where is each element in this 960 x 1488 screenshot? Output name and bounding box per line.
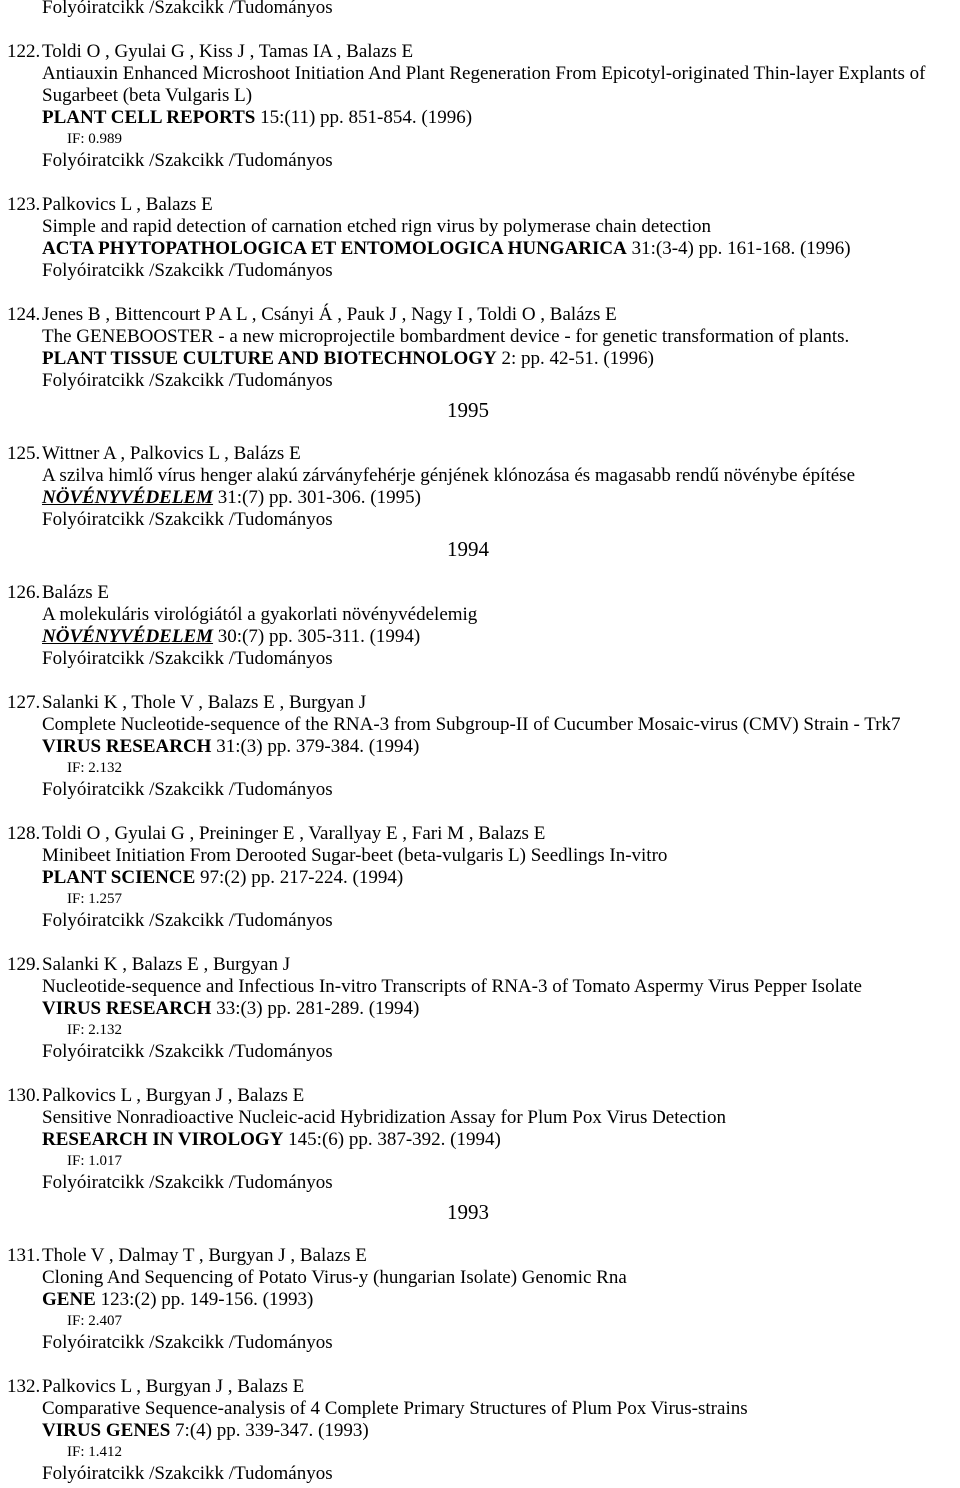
entry-title: Simple and rapid detection of carnation etched rign virus by polymerase chain detection — [42, 216, 711, 237]
entry-number: 130. — [7, 1085, 41, 1106]
citation-details: 2: pp. 42-51. (1996) — [501, 348, 654, 369]
entry-title: Cloning And Sequencing of Potato Virus-y (hungarian Isolate) Genomic Rna — [42, 1267, 627, 1288]
entry-title: Comparative Sequence-analysis of 4 Complete Primary Structures of Plum Pox Virus-strains — [42, 1398, 748, 1419]
year-heading: 1994 — [447, 537, 489, 561]
entry-authors: Palkovics L , Burgyan J , Balazs E — [42, 1376, 305, 1397]
journal-citation-line — [0, 998, 960, 1020]
journal-name: PLANT CELL REPORTS — [42, 107, 256, 128]
entry-number: 127. — [7, 692, 41, 713]
entry-number: 129. — [7, 954, 41, 975]
journal-citation-line — [0, 348, 960, 370]
journal-citation-line — [0, 487, 960, 509]
journal-name: NÖVÉNYVÉDELEM — [42, 487, 214, 508]
entry-header — [0, 1085, 960, 1107]
citation-details: 97:(2) pp. 217-224. (1994) — [200, 867, 404, 888]
publication-entry — [0, 443, 960, 531]
publication-entry — [0, 582, 960, 670]
entry-authors: Salanki K , Balazs E , Burgyan J — [42, 954, 291, 975]
citation-details: 33:(3) pp. 281-289. (1994) — [216, 998, 420, 1019]
entry-authors: Balázs E — [42, 582, 110, 603]
entry-number: 128. — [7, 823, 41, 844]
entry-header — [0, 823, 960, 845]
publication-type: Folyóiratcikk /Szakcikk /Tudományos — [42, 370, 333, 391]
entry-authors: Thole V , Dalmay T , Burgyan J , Balazs E — [42, 1245, 367, 1266]
publication-type: Folyóiratcikk /Szakcikk /Tudományos — [42, 1041, 333, 1062]
journal-name: NÖVÉNYVÉDELEM — [42, 626, 214, 647]
journal-name: VIRUS RESEARCH — [42, 998, 212, 1019]
journal-name: PLANT TISSUE CULTURE AND BIOTECHNOLOGY — [42, 348, 497, 369]
impact-factor: IF: 1.257 — [67, 891, 123, 907]
citation-details: 15:(11) pp. 851-854. (1996) — [260, 107, 473, 128]
journal-name: ACTA PHYTOPATHOLOGICA ET ENTOMOLOGICA HUNGARICA — [42, 238, 627, 259]
entry-header — [0, 692, 960, 714]
entry-title: Sensitive Nonradioactive Nucleic-acid Hybridization Assay for Plum Pox Virus Detection — [42, 1107, 726, 1128]
entry-number: 125. — [7, 443, 41, 464]
citation-details: 30:(7) pp. 305-311. (1994) — [217, 626, 421, 647]
year-group — [0, 538, 960, 1194]
publication-entry — [0, 1085, 960, 1194]
journal-citation-line — [0, 1289, 960, 1311]
entry-title: Antiauxin Enhanced Microshoot Initiation And Plant Regeneration From Epicotyl-originated Thin-layer Explants of — [42, 63, 926, 84]
entry-title: Sugarbeet (beta Vulgaris L) — [42, 85, 253, 106]
journal-citation-line — [0, 736, 960, 758]
publication-type: Folyóiratcikk /Szakcikk /Tudományos — [42, 779, 333, 800]
entry-title: A szilva himlő vírus henger alakú zárványfehérje génjének klónozása és magasabb rendű növénybe építése — [42, 465, 856, 486]
impact-factor: IF: 2.132 — [67, 1022, 123, 1038]
publication-type: Folyóiratcikk /Szakcikk /Tudományos — [42, 0, 333, 18]
impact-factor: IF: 2.132 — [67, 760, 123, 776]
publication-entry — [0, 692, 960, 801]
impact-factor: IF: 1.412 — [67, 1444, 123, 1460]
journal-name: RESEARCH IN VIROLOGY — [42, 1129, 284, 1150]
entry-header — [0, 1376, 960, 1398]
entry-authors: Palkovics L , Burgyan J , Balazs E — [42, 1085, 305, 1106]
year-heading: 1993 — [447, 1200, 489, 1224]
publication-entry — [0, 41, 960, 172]
journal-name: PLANT SCIENCE — [42, 867, 196, 888]
entry-number: 132. — [7, 1376, 41, 1397]
entry-number: 123. — [7, 194, 41, 215]
impact-factor: IF: 2.407 — [67, 1313, 123, 1329]
entry-authors: Salanki K , Thole V , Balazs E , Burgyan J — [42, 692, 367, 713]
publication-type: Folyóiratcikk /Szakcikk /Tudományos — [42, 509, 333, 530]
publication-entry — [0, 194, 960, 282]
year-group — [0, 1201, 960, 1485]
impact-factor: IF: 0.989 — [67, 131, 123, 147]
year-group — [0, 399, 960, 531]
entry-authors: Jenes B , Bittencourt P A L , Csányi Á , Pauk J , Nagy I , Toldi O , Balázs E — [42, 304, 617, 325]
entry-title: Nucleotide-sequence and Infectious In-vitro Transcripts of RNA-3 of Tomato Aspermy Virus Pepper Isolate — [42, 976, 862, 997]
publication-type: Folyóiratcikk /Szakcikk /Tudományos — [42, 1172, 333, 1193]
year-group — [0, 41, 960, 392]
year-heading: 1995 — [447, 398, 489, 422]
publication-type: Folyóiratcikk /Szakcikk /Tudományos — [42, 1463, 333, 1484]
entry-header — [0, 304, 960, 326]
entry-header — [0, 582, 960, 604]
entry-authors: Wittner A , Palkovics L , Balázs E — [42, 443, 301, 464]
citation-details: 7:(4) pp. 339-347. (1993) — [175, 1420, 369, 1441]
publication-entry — [0, 823, 960, 932]
citation-details: 31:(3) pp. 379-384. (1994) — [216, 736, 420, 757]
entry-header — [0, 41, 960, 63]
publication-entry — [0, 304, 960, 392]
journal-name: VIRUS RESEARCH — [42, 736, 212, 757]
publication-type: Folyóiratcikk /Szakcikk /Tudományos — [42, 260, 333, 281]
entry-title: The GENEBOOSTER - a new microprojectile bombardment device - for genetic transformation of plants. — [42, 326, 850, 347]
publication-type: Folyóiratcikk /Szakcikk /Tudományos — [42, 150, 333, 171]
impact-factor: IF: 1.017 — [67, 1153, 123, 1169]
journal-citation-line — [0, 107, 960, 129]
journal-name: GENE — [42, 1289, 96, 1310]
journal-citation-line — [0, 1420, 960, 1442]
journal-citation-line — [0, 238, 960, 260]
entry-number: 122. — [7, 41, 41, 62]
publication-type: Folyóiratcikk /Szakcikk /Tudományos — [42, 1332, 333, 1353]
entry-authors: Toldi O , Gyulai G , Preininger E , Varallyay E , Fari M , Balazs E — [42, 823, 546, 844]
entry-header — [0, 443, 960, 465]
citation-details: 123:(2) pp. 149-156. (1993) — [100, 1289, 314, 1310]
publication-entry — [0, 1376, 960, 1485]
entry-authors: Palkovics L , Balazs E — [42, 194, 213, 215]
citation-details: 31:(3-4) pp. 161-168. (1996) — [631, 238, 851, 259]
publication-entry — [0, 954, 960, 1063]
citation-details: 31:(7) pp. 301-306. (1995) — [217, 487, 421, 508]
entry-title: Complete Nucleotide-sequence of the RNA-3 from Subgroup-II of Cucumber Mosaic-virus (CMV) Strain - Trk7 — [42, 714, 901, 735]
entry-header — [0, 1245, 960, 1267]
entry-title: Minibeet Initiation From Derooted Sugar-beet (beta-vulgaris L) Seedlings In-vitro — [42, 845, 668, 866]
journal-citation-line — [0, 626, 960, 648]
entry-authors: Toldi O , Gyulai G , Kiss J , Tamas IA , Balazs E — [42, 41, 414, 62]
journal-citation-line — [0, 1129, 960, 1151]
citation-details: 145:(6) pp. 387-392. (1994) — [288, 1129, 501, 1150]
entry-number: 126. — [7, 582, 41, 603]
publication-entry — [0, 1245, 960, 1354]
publication-type: Folyóiratcikk /Szakcikk /Tudományos — [42, 648, 333, 669]
entry-number: 131. — [7, 1245, 41, 1266]
journal-name: VIRUS GENES — [42, 1420, 171, 1441]
publication-type: Folyóiratcikk /Szakcikk /Tudományos — [42, 910, 333, 931]
entry-number: 124. — [7, 304, 41, 325]
entry-header — [0, 194, 960, 216]
entry-header — [0, 954, 960, 976]
journal-citation-line — [0, 867, 960, 889]
entry-title: A molekuláris virológiától a gyakorlati növényvédelemig — [42, 604, 478, 625]
